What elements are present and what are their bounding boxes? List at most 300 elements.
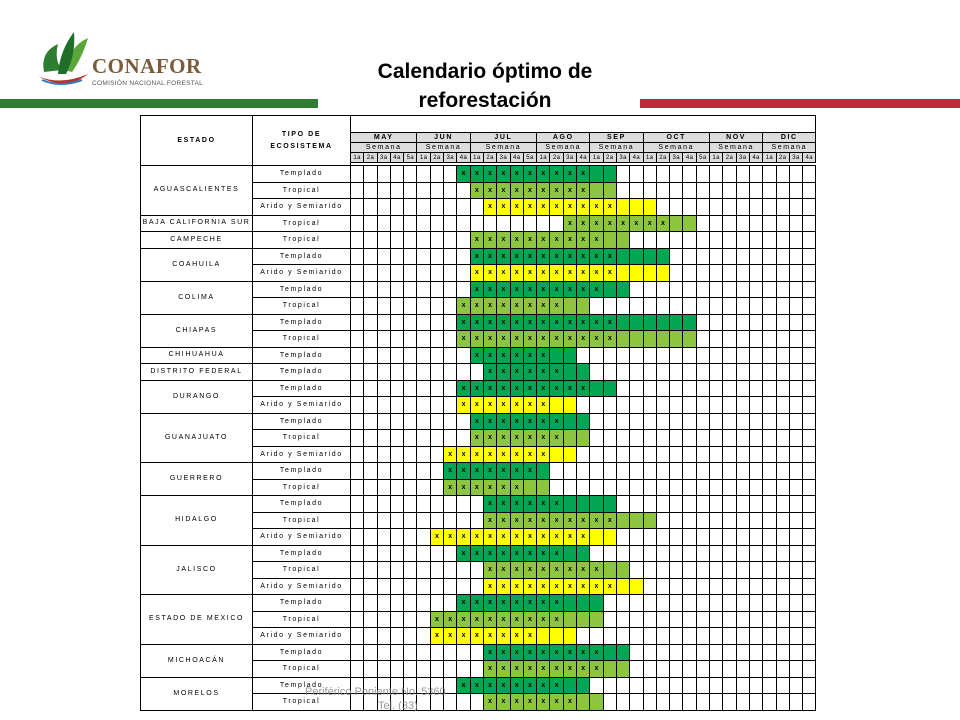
week-cell: x	[470, 281, 483, 298]
week-cell: x	[603, 215, 616, 232]
week-cell: x	[550, 595, 563, 612]
week-cell	[803, 166, 816, 183]
week-cell	[630, 694, 643, 711]
month-header: NOV	[710, 133, 763, 143]
week-cell	[710, 413, 723, 430]
week-cell	[630, 232, 643, 249]
week-cell: x	[523, 413, 536, 430]
week-cell	[789, 215, 802, 232]
week-cell: x	[497, 199, 510, 216]
week-cell	[696, 479, 709, 496]
week-cell	[404, 496, 417, 513]
week-cell: x	[590, 661, 603, 678]
table-row	[141, 595, 816, 612]
week-cell	[803, 611, 816, 628]
week-cell	[696, 364, 709, 381]
week-cell	[763, 232, 776, 249]
week-cell	[404, 661, 417, 678]
week-cell	[749, 397, 762, 414]
week-cell	[763, 298, 776, 315]
week-cell	[803, 512, 816, 529]
week-cell: x	[510, 545, 523, 562]
week-cell	[590, 166, 603, 183]
week-cell	[377, 232, 390, 249]
week-cell	[789, 628, 802, 645]
week-cell: x	[577, 380, 590, 397]
week-cell	[417, 199, 430, 216]
week-cell	[577, 479, 590, 496]
week-cell	[643, 611, 656, 628]
week-cell	[776, 380, 789, 397]
week-cell	[364, 545, 377, 562]
week-cell	[404, 281, 417, 298]
week-cell	[550, 446, 563, 463]
week-cell	[577, 694, 590, 711]
week-cell: x	[457, 545, 470, 562]
week-cell	[710, 595, 723, 612]
week-cell: x	[483, 512, 496, 529]
week-cell	[723, 215, 736, 232]
week-cell: x	[550, 562, 563, 579]
week-cell	[763, 578, 776, 595]
week-cell	[736, 529, 749, 546]
week-cell	[789, 232, 802, 249]
week-cell: x	[483, 413, 496, 430]
week-cell: x	[497, 265, 510, 282]
week-cell	[444, 265, 457, 282]
week-cell	[590, 347, 603, 364]
week-cell: x	[457, 380, 470, 397]
week-cell	[749, 562, 762, 579]
week-cell	[616, 380, 629, 397]
week-cell	[696, 380, 709, 397]
week-cell: x	[550, 248, 563, 265]
week-cell	[670, 512, 683, 529]
week-cell	[696, 298, 709, 315]
week-cell	[377, 265, 390, 282]
week-cell	[723, 479, 736, 496]
week-cell	[749, 611, 762, 628]
table-row	[141, 545, 816, 562]
week-cell	[656, 380, 669, 397]
week-cell	[457, 694, 470, 711]
tipo-ecosistema-cell: Tropical	[253, 661, 351, 678]
week-cell	[417, 545, 430, 562]
week-cell	[364, 430, 377, 447]
week-cell: x	[537, 248, 550, 265]
week-cell	[789, 364, 802, 381]
week-cell	[390, 281, 403, 298]
week-cell: x	[510, 232, 523, 249]
week-cell	[670, 298, 683, 315]
week-cell	[377, 166, 390, 183]
week-cell: x	[537, 661, 550, 678]
week-cell: x	[510, 661, 523, 678]
week-cell	[603, 364, 616, 381]
week-cell: x	[483, 611, 496, 628]
week-cell: x	[537, 347, 550, 364]
week-cell	[616, 628, 629, 645]
week-cell	[616, 545, 629, 562]
week-cell: x	[483, 347, 496, 364]
week-cell	[696, 413, 709, 430]
week-cell	[683, 364, 696, 381]
week-cell	[616, 166, 629, 183]
week-cell	[351, 430, 364, 447]
week-cell: x	[510, 265, 523, 282]
week-header: 3a	[444, 153, 457, 163]
week-cell	[364, 166, 377, 183]
week-cell: x	[483, 298, 496, 315]
week-cell	[749, 446, 762, 463]
week-cell	[696, 661, 709, 678]
week-cell	[749, 479, 762, 496]
week-cell	[803, 248, 816, 265]
week-cell	[749, 199, 762, 216]
week-cell	[749, 182, 762, 199]
week-cell: x	[523, 595, 536, 612]
week-cell	[696, 595, 709, 612]
week-cell	[470, 496, 483, 513]
week-cell	[736, 661, 749, 678]
week-cell	[351, 578, 364, 595]
week-cell	[603, 562, 616, 579]
week-cell: x	[523, 463, 536, 480]
week-cell	[603, 347, 616, 364]
week-cell: x	[470, 265, 483, 282]
week-cell	[616, 413, 629, 430]
week-cell: x	[470, 611, 483, 628]
week-cell	[630, 199, 643, 216]
week-cell	[696, 199, 709, 216]
week-cell: x	[483, 595, 496, 612]
week-cell	[683, 331, 696, 348]
week-cell	[789, 562, 802, 579]
week-cell	[404, 479, 417, 496]
week-cell	[603, 166, 616, 183]
week-cell	[470, 562, 483, 579]
week-cell	[630, 182, 643, 199]
week-cell	[710, 661, 723, 678]
week-cell	[417, 578, 430, 595]
week-cell	[763, 611, 776, 628]
week-cell	[603, 694, 616, 711]
week-cell: x	[577, 529, 590, 546]
week-cell	[563, 364, 576, 381]
week-cell	[776, 661, 789, 678]
week-cell	[670, 182, 683, 199]
week-cell: x	[550, 430, 563, 447]
week-cell: x	[550, 677, 563, 694]
estado-cell: MICHOACÁN	[141, 644, 253, 677]
week-cell	[404, 463, 417, 480]
week-cell	[457, 215, 470, 232]
week-cell: x	[497, 446, 510, 463]
week-cell: x	[444, 446, 457, 463]
week-cell	[630, 380, 643, 397]
week-cell	[630, 248, 643, 265]
week-cell: x	[483, 232, 496, 249]
week-cell	[590, 463, 603, 480]
week-cell	[710, 331, 723, 348]
week-cell: x	[563, 694, 576, 711]
week-cell	[364, 661, 377, 678]
week-cell: x	[510, 182, 523, 199]
week-cell	[643, 661, 656, 678]
week-cell	[616, 595, 629, 612]
week-cell	[630, 611, 643, 628]
week-cell	[377, 479, 390, 496]
week-cell	[736, 347, 749, 364]
week-header: 4a	[457, 153, 470, 163]
week-cell	[789, 463, 802, 480]
week-cell: x	[523, 298, 536, 315]
week-cell	[563, 611, 576, 628]
week-cell: x	[537, 446, 550, 463]
week-cell: x	[497, 479, 510, 496]
week-cell	[523, 215, 536, 232]
week-cell	[470, 199, 483, 216]
week-cell: x	[510, 199, 523, 216]
week-cell	[643, 512, 656, 529]
week-cell	[749, 413, 762, 430]
week-cell	[696, 215, 709, 232]
week-cell	[430, 496, 443, 513]
week-cell	[417, 611, 430, 628]
header-tipo-ecosistema: TIPO DE ECOSISTEMA	[253, 116, 351, 166]
week-cell	[404, 347, 417, 364]
week-cell	[643, 413, 656, 430]
week-cell	[550, 479, 563, 496]
week-cell	[351, 364, 364, 381]
week-cell	[763, 628, 776, 645]
week-cell	[417, 265, 430, 282]
week-cell: x	[470, 397, 483, 414]
week-cell	[749, 644, 762, 661]
week-cell	[417, 529, 430, 546]
table-row	[141, 644, 816, 661]
week-cell	[736, 314, 749, 331]
week-cell	[457, 248, 470, 265]
week-cell	[430, 182, 443, 199]
week-cell	[656, 298, 669, 315]
week-cell	[776, 248, 789, 265]
week-cell	[351, 265, 364, 282]
week-cell	[710, 694, 723, 711]
tipo-ecosistema-cell: Templado	[253, 248, 351, 265]
week-cell	[390, 199, 403, 216]
week-cell	[404, 248, 417, 265]
week-cell	[643, 644, 656, 661]
week-cell: x	[550, 331, 563, 348]
week-cell	[776, 397, 789, 414]
tipo-ecosistema-cell: Templado	[253, 677, 351, 694]
week-cell: x	[603, 578, 616, 595]
week-cell: x	[483, 248, 496, 265]
week-cell	[776, 199, 789, 216]
week-cell: x	[537, 281, 550, 298]
tipo-ecosistema-cell: Tropical	[253, 611, 351, 628]
week-cell: x	[483, 199, 496, 216]
week-cell	[763, 529, 776, 546]
table-row	[141, 314, 816, 331]
week-cell	[537, 628, 550, 645]
week-cell	[656, 479, 669, 496]
week-cell	[351, 529, 364, 546]
week-cell	[696, 166, 709, 183]
week-cell	[749, 364, 762, 381]
week-cell	[803, 479, 816, 496]
week-cell	[736, 182, 749, 199]
week-cell: x	[523, 545, 536, 562]
week-cell: x	[537, 562, 550, 579]
week-cell: x	[523, 281, 536, 298]
estado-cell: CHIHUAHUA	[141, 347, 253, 364]
week-cell	[670, 446, 683, 463]
week-cell	[417, 479, 430, 496]
week-cell	[763, 364, 776, 381]
week-cell	[616, 694, 629, 711]
week-cell	[683, 281, 696, 298]
week-cell	[683, 611, 696, 628]
week-cell	[710, 529, 723, 546]
week-cell	[404, 215, 417, 232]
week-cell: x	[616, 215, 629, 232]
week-cell: x	[510, 446, 523, 463]
week-cell	[736, 364, 749, 381]
week-cell: x	[497, 578, 510, 595]
week-cell	[696, 314, 709, 331]
week-cell	[763, 347, 776, 364]
week-cell	[390, 182, 403, 199]
week-cell	[803, 430, 816, 447]
week-cell	[736, 611, 749, 628]
semana-header: Semana	[763, 143, 816, 153]
week-cell	[789, 496, 802, 513]
week-cell	[603, 529, 616, 546]
week-cell	[710, 512, 723, 529]
week-cell	[736, 677, 749, 694]
week-cell	[670, 677, 683, 694]
week-cell	[470, 578, 483, 595]
week-cell: x	[483, 496, 496, 513]
week-cell	[696, 265, 709, 282]
week-cell	[390, 529, 403, 546]
week-cell	[377, 182, 390, 199]
week-cell	[364, 215, 377, 232]
week-cell: x	[563, 331, 576, 348]
week-cell	[670, 611, 683, 628]
week-cell: x	[510, 644, 523, 661]
week-cell	[430, 166, 443, 183]
week-cell	[723, 347, 736, 364]
week-header: 1a	[710, 153, 723, 163]
week-cell	[417, 430, 430, 447]
estado-cell: JALISCO	[141, 545, 253, 595]
week-header: 5a	[404, 153, 417, 163]
week-cell	[710, 446, 723, 463]
week-cell	[417, 413, 430, 430]
week-cell	[390, 314, 403, 331]
week-cell	[776, 364, 789, 381]
week-cell: x	[550, 232, 563, 249]
week-cell	[404, 380, 417, 397]
week-cell	[404, 331, 417, 348]
week-cell	[417, 644, 430, 661]
week-cell: x	[497, 512, 510, 529]
week-header: 2a	[776, 153, 789, 163]
week-cell	[670, 413, 683, 430]
week-cell: x	[563, 562, 576, 579]
estado-cell: HIDALGO	[141, 496, 253, 546]
week-cell	[430, 347, 443, 364]
week-cell: x	[523, 314, 536, 331]
week-cell	[656, 413, 669, 430]
week-cell: x	[497, 661, 510, 678]
week-cell: x	[523, 364, 536, 381]
week-header: 4a	[630, 153, 643, 163]
week-cell	[377, 347, 390, 364]
week-cell	[643, 562, 656, 579]
week-cell	[643, 595, 656, 612]
week-cell: x	[523, 331, 536, 348]
week-cell	[736, 496, 749, 513]
week-cell	[723, 463, 736, 480]
week-cell	[670, 265, 683, 282]
week-cell	[457, 644, 470, 661]
week-cell	[351, 496, 364, 513]
week-cell	[590, 694, 603, 711]
week-cell	[723, 380, 736, 397]
week-cell	[803, 215, 816, 232]
week-cell	[656, 430, 669, 447]
week-cell: x	[497, 347, 510, 364]
week-cell	[351, 644, 364, 661]
week-cell: x	[537, 430, 550, 447]
week-cell: x	[510, 347, 523, 364]
week-cell	[763, 677, 776, 694]
week-cell	[696, 347, 709, 364]
week-cell	[457, 430, 470, 447]
week-cell: x	[550, 182, 563, 199]
week-cell	[656, 166, 669, 183]
tipo-ecosistema-cell: Templado	[253, 545, 351, 562]
week-cell	[789, 281, 802, 298]
table-row	[141, 463, 816, 480]
week-cell: x	[563, 182, 576, 199]
week-cell	[789, 694, 802, 711]
week-cell	[404, 413, 417, 430]
week-cell	[696, 496, 709, 513]
week-header: 3a	[616, 153, 629, 163]
week-cell	[563, 677, 576, 694]
week-cell: x	[537, 265, 550, 282]
week-cell	[776, 677, 789, 694]
week-cell	[404, 298, 417, 315]
week-cell	[603, 446, 616, 463]
week-cell	[390, 496, 403, 513]
week-cell	[404, 182, 417, 199]
week-cell	[736, 248, 749, 265]
week-cell	[683, 199, 696, 216]
week-cell	[789, 314, 802, 331]
week-cell	[630, 281, 643, 298]
week-cell	[643, 298, 656, 315]
week-cell	[377, 595, 390, 612]
week-cell: x	[550, 578, 563, 595]
week-cell: x	[577, 215, 590, 232]
week-cell	[444, 215, 457, 232]
